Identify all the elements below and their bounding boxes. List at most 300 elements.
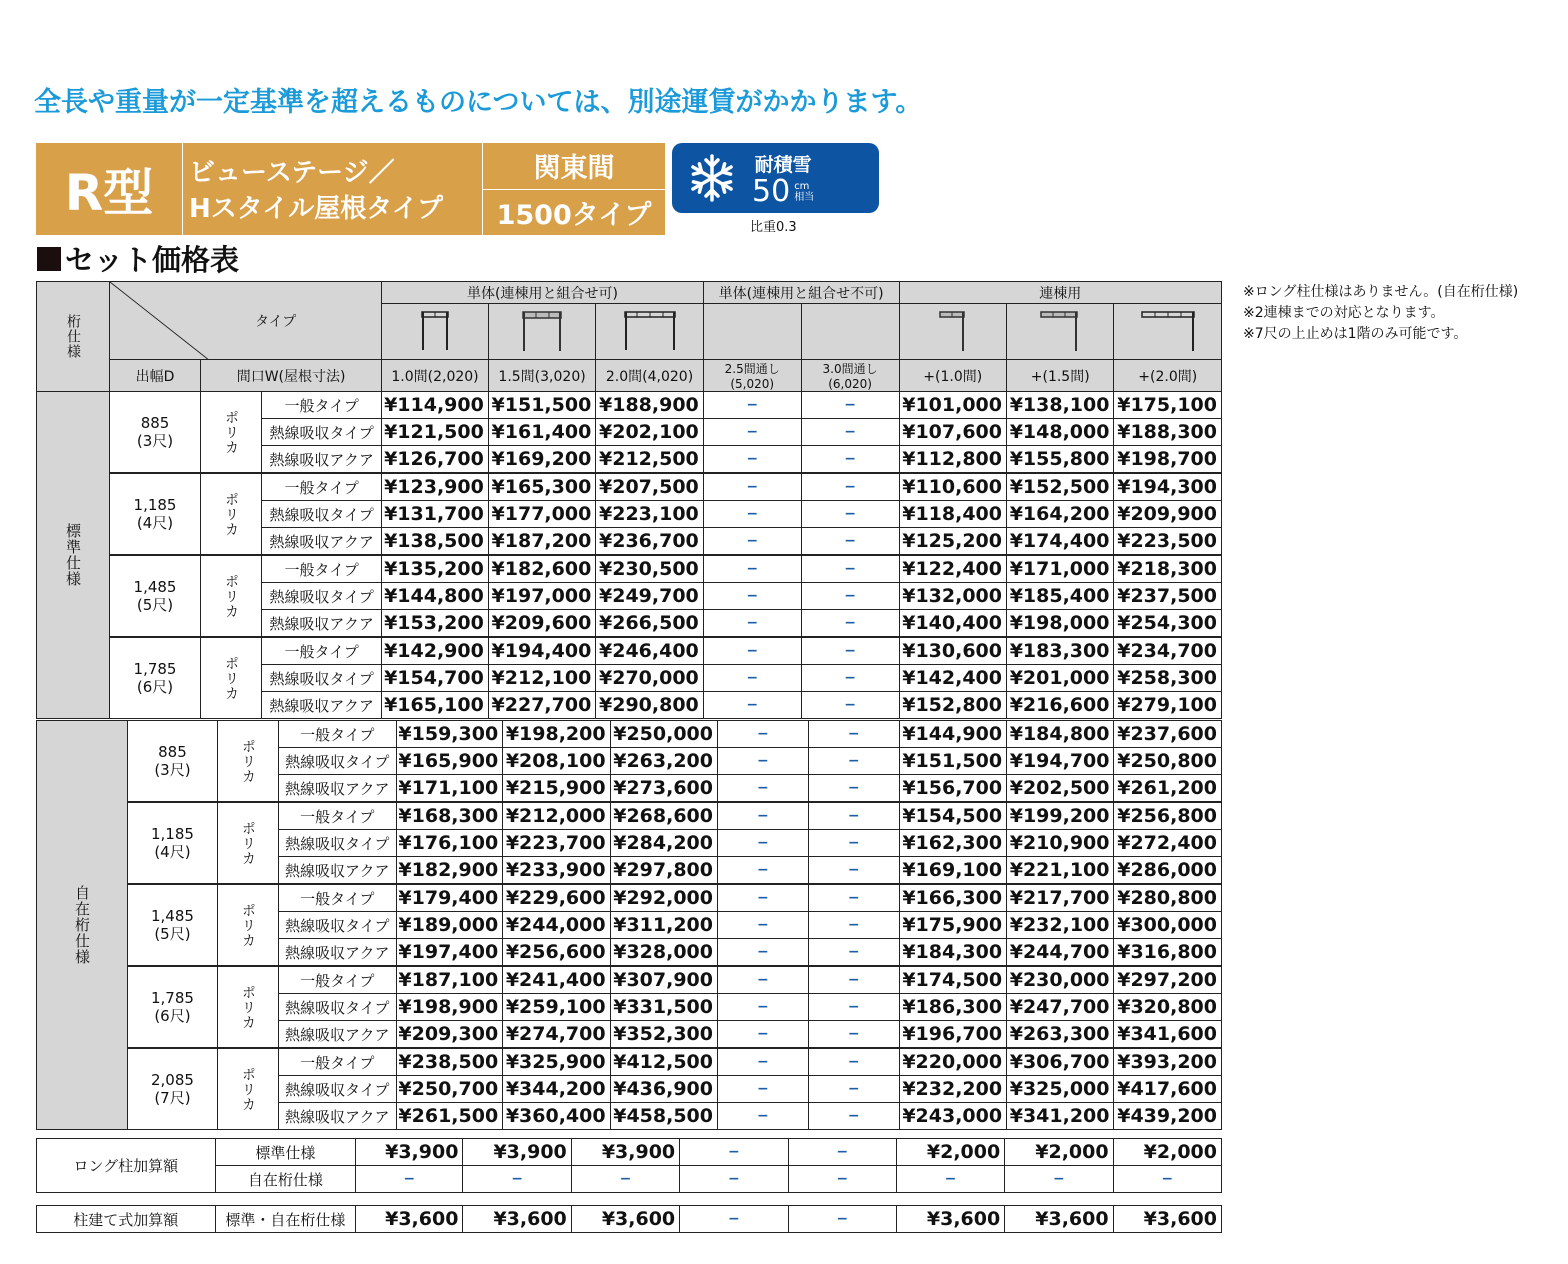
price-cell: − [801,419,899,446]
price-cell: ¥229,600 [503,884,610,912]
price-cell: ¥230,500 [596,555,703,583]
kind-cell: 一般タイプ [278,966,396,994]
price-cell: ¥174,500 [899,966,1006,994]
frame-1.5-icon [488,304,595,360]
price-cell: ¥118,400 [899,501,1006,528]
price-cell: ¥393,200 [1114,1048,1222,1076]
price-cell: ¥243,000 [899,1103,1006,1130]
kind-cell: 一般タイプ [262,392,382,419]
price-cell: ¥209,900 [1114,501,1222,528]
width-header: 間口W(屋根寸法) [201,360,382,392]
price-cell: − [703,610,801,638]
price-cell: − [801,555,899,583]
price-cell: ¥3,600 [1113,1206,1221,1233]
group-header-combinable: 単体(連棟用と組合せ可) [382,282,704,304]
price-cell: ¥125,200 [899,528,1006,556]
price-cell: ¥307,900 [610,966,717,994]
price-cell: ¥3,600 [571,1206,679,1233]
kind-cell: 熱線吸収タイプ [262,665,382,692]
table-row [37,392,1222,419]
price-cell: ¥263,200 [610,748,717,775]
kind-cell: 熱線吸収タイプ [278,748,396,775]
price-cell: ¥110,600 [899,473,1006,501]
price-cell: − [680,1206,788,1233]
price-cell: ¥412,500 [610,1048,717,1076]
price-cell: ¥256,600 [503,939,610,967]
material-cell: ポリカ [217,721,278,803]
price-cell: ¥184,300 [899,939,1006,967]
kind-cell: 一般タイプ [278,802,396,830]
linked-frame-2.0-icon [1114,304,1222,360]
price-cell: − [703,637,801,665]
price-cell: ¥162,300 [899,830,1006,857]
price-cell: ¥297,800 [610,857,717,885]
kind-cell: 一般タイプ [278,721,396,748]
price-cell: ¥290,800 [596,692,703,719]
price-cell: ¥3,900 [356,1139,463,1166]
price-cell: ¥140,400 [899,610,1006,638]
price-cell: − [703,692,801,719]
price-cell: − [717,912,808,939]
empty-icon-cell [703,304,801,360]
price-cell: ¥3,600 [1005,1206,1113,1233]
material-cell: ポリカ [217,802,278,884]
price-cell: ¥138,500 [382,528,489,556]
price-cell: ¥130,600 [899,637,1006,665]
price-cell: ¥194,400 [488,637,595,665]
price-cell: ¥185,400 [1006,583,1113,610]
price-cell: ¥188,300 [1114,419,1222,446]
price-cell: ¥210,900 [1007,830,1114,857]
kind-cell: 一般タイプ [278,884,396,912]
depth-header: 出幅D [110,360,201,392]
price-cell: − [801,501,899,528]
price-cell: ¥250,000 [610,721,717,748]
product-name [182,143,482,235]
price-cell: ¥197,400 [396,939,503,967]
kind-cell: 熱線吸収タイプ [262,583,382,610]
product-region [482,143,665,235]
price-cell: ¥279,100 [1114,692,1222,719]
price-cell: ¥341,200 [1007,1103,1114,1130]
col-header: 2.5間通し(5,020) [703,360,801,392]
snow-title: 耐積雪 [754,153,812,176]
price-cell: ¥171,000 [1006,555,1113,583]
price-cell: ¥152,500 [1006,473,1113,501]
kind-cell: 熱線吸収アクア [278,775,396,803]
price-cell: ¥3,900 [463,1139,571,1166]
kind-cell: 熱線吸収タイプ [278,994,396,1021]
price-cell: ¥325,900 [503,1048,610,1076]
price-cell: ¥216,600 [1006,692,1113,719]
price-cell: ¥197,000 [488,583,595,610]
table-row [37,637,1222,665]
price-cell: ¥176,100 [396,830,503,857]
price-cell: ¥155,800 [1006,446,1113,474]
price-cell: ¥144,900 [899,721,1006,748]
long-post-spec: 標準仕様 [215,1139,355,1166]
material-cell: ポリカ [201,392,262,474]
price-cell: ¥153,200 [382,610,489,638]
kind-cell: 熱線吸収アクア [262,446,382,474]
price-cell: ¥261,500 [396,1103,503,1130]
price-cell: − [717,966,808,994]
kind-cell: 熱線吸収タイプ [262,419,382,446]
group-header-not-combinable: 単体(連棟用と組合せ不可) [703,282,899,304]
price-cell: − [703,446,801,474]
price-cell: ¥182,900 [396,857,503,885]
shipping-notice: 全長や重量が一定基準を超えるものについては、別途運賃がかかります。 [34,87,923,118]
depth-cell: 885 (3尺) [110,392,201,474]
price-cell: − [717,884,808,912]
price-cell: ¥112,800 [899,446,1006,474]
price-cell: − [801,446,899,474]
price-cell: − [703,555,801,583]
price-cell: ¥212,000 [503,802,610,830]
price-cell: ¥196,700 [899,1021,1006,1049]
price-cell: ¥292,000 [610,884,717,912]
price-cell: ¥227,700 [488,692,595,719]
price-cell: − [717,1076,808,1103]
depth-cell: 1,485 (5尺) [110,555,201,637]
price-cell: − [717,721,808,748]
price-cell: ¥300,000 [1114,912,1222,939]
long-post-table [36,1138,1222,1193]
price-cell: − [788,1206,896,1233]
material-cell: ポリカ [201,473,262,555]
price-cell: − [808,802,899,830]
table-row [37,966,1222,994]
price-cell: ¥218,300 [1114,555,1222,583]
material-cell: ポリカ [201,637,262,719]
notes [1243,282,1518,345]
price-cell: ¥261,200 [1114,775,1222,803]
price-cell: ¥232,100 [1007,912,1114,939]
kind-cell: 熱線吸収アクア [262,692,382,719]
price-cell: ¥161,400 [488,419,595,446]
price-cell: ¥266,500 [596,610,703,638]
price-cell: − [680,1139,788,1166]
price-cell: − [703,392,801,419]
price-cell: ¥132,000 [899,583,1006,610]
note-1: ※ロング柱仕様はありません。(自在桁仕様) [1243,284,1519,300]
price-cell: − [703,473,801,501]
region-label: 関東間 [483,143,665,190]
price-cell: − [801,392,899,419]
price-cell: − [808,884,899,912]
price-cell: ¥273,600 [610,775,717,803]
price-cell: − [801,692,899,719]
price-cell: ¥217,700 [1007,884,1114,912]
price-cell: ¥2,000 [896,1139,1004,1166]
depth-cell: 1,485 (5尺) [128,884,218,966]
price-cell: − [808,1021,899,1049]
price-cell: ¥142,400 [899,665,1006,692]
price-cell: ¥241,400 [503,966,610,994]
col-header: 2.0間(4,020) [596,360,703,392]
product-name-line1: ビューステージ／ [189,158,395,188]
price-cell: ¥179,400 [396,884,503,912]
price-cell: − [717,748,808,775]
spec-cell: 自在桁仕様 [37,721,128,1130]
price-cell: − [808,748,899,775]
price-cell: ¥186,300 [899,994,1006,1021]
price-cell: ¥234,700 [1114,637,1222,665]
table-row [37,1048,1222,1076]
price-cell: − [801,473,899,501]
price-cell: − [788,1139,896,1166]
price-cell: ¥187,200 [488,528,595,556]
price-cell: ¥175,900 [899,912,1006,939]
price-cell: ¥194,300 [1114,473,1222,501]
price-cell: ¥223,100 [596,501,703,528]
long-post-spec: 自在桁仕様 [215,1166,355,1193]
price-cell: ¥131,700 [382,501,489,528]
price-cell: − [703,419,801,446]
kind-cell: 熱線吸収タイプ [278,830,396,857]
price-cell: ¥169,200 [488,446,595,474]
price-cell: ¥151,500 [899,748,1006,775]
price-cell: ¥258,300 [1114,665,1222,692]
price-cell: ¥142,900 [382,637,489,665]
price-cell: ¥306,700 [1007,1048,1114,1076]
kind-cell: 熱線吸収アクア [278,1103,396,1130]
frame-2.0-icon [596,304,703,360]
price-cell: ¥250,700 [396,1076,503,1103]
price-cell: − [801,583,899,610]
col-header: 1.5間(3,020) [488,360,595,392]
price-cell: ¥272,400 [1114,830,1222,857]
price-cell: ¥223,500 [1114,528,1222,556]
type-header: タイプ [110,282,382,360]
price-cell: − [808,1103,899,1130]
price-cell: ¥189,000 [396,912,503,939]
price-cell: − [788,1166,896,1193]
price-cell: ¥198,000 [1006,610,1113,638]
post-standing-label: 柱建て式加算額 [37,1206,216,1233]
price-cell: − [808,830,899,857]
price-cell: ¥249,700 [596,583,703,610]
price-cell: ¥220,000 [899,1048,1006,1076]
section-title [37,238,239,279]
spec-header: 桁仕様 [37,282,110,392]
price-cell: − [801,528,899,556]
price-cell: − [717,1048,808,1076]
price-cell: ¥311,200 [610,912,717,939]
col-header: +(1.5間) [1006,360,1113,392]
price-cell: ¥183,300 [1006,637,1113,665]
price-cell: ¥237,600 [1114,721,1222,748]
price-cell: − [680,1166,788,1193]
price-cell: ¥341,600 [1114,1021,1222,1049]
empty-icon-cell [801,304,899,360]
depth-cell: 1,185 (4尺) [128,802,218,884]
kind-cell: 一般タイプ [278,1048,396,1076]
price-cell: − [703,528,801,556]
price-cell: ¥121,500 [382,419,489,446]
price-cell: − [801,610,899,638]
price-cell: ¥135,200 [382,555,489,583]
price-cell: − [801,665,899,692]
snow-unit-equiv: 相当 [794,191,815,203]
kind-cell: 熱線吸収タイプ [262,501,382,528]
price-cell: ¥259,100 [503,994,610,1021]
price-cell: ¥164,200 [1006,501,1113,528]
price-cell: ¥238,500 [396,1048,503,1076]
post-standing-spec: 標準・自在桁仕様 [215,1206,355,1233]
kind-cell: 一般タイプ [262,555,382,583]
price-cell: ¥154,500 [899,802,1006,830]
price-cell: − [717,939,808,967]
price-cell: ¥209,600 [488,610,595,638]
price-cell: ¥154,700 [382,665,489,692]
price-cell: − [717,1021,808,1049]
price-cell: ¥101,000 [899,392,1006,419]
price-cell: ¥436,900 [610,1076,717,1103]
price-cell: − [808,1076,899,1103]
long-post-label: ロング柱加算額 [37,1139,216,1193]
price-cell: − [703,583,801,610]
price-cell: ¥2,000 [1113,1139,1221,1166]
price-cell: − [703,665,801,692]
price-cell: ¥198,200 [503,721,610,748]
price-cell: ¥212,500 [596,446,703,474]
price-cell: ¥2,000 [1005,1139,1113,1166]
square-bullet-icon [37,247,61,271]
price-cell: ¥325,000 [1007,1076,1114,1103]
price-cell: ¥320,800 [1114,994,1222,1021]
price-cell: ¥221,100 [1007,857,1114,885]
price-cell: ¥182,600 [488,555,595,583]
price-cell: ¥188,900 [596,392,703,419]
price-cell: ¥177,000 [488,501,595,528]
material-cell: ポリカ [217,884,278,966]
price-cell: ¥199,200 [1007,802,1114,830]
price-cell: ¥236,700 [596,528,703,556]
kind-cell: 熱線吸収タイプ [278,1076,396,1103]
price-cell: − [808,994,899,1021]
price-cell: ¥3,600 [896,1206,1004,1233]
price-cell: ¥184,800 [1007,721,1114,748]
price-cell: − [1005,1166,1113,1193]
depth-cell: 1,785 (6尺) [110,637,201,719]
price-cell: ¥250,800 [1114,748,1222,775]
price-cell: − [356,1166,463,1193]
price-cell: ¥3,900 [571,1139,679,1166]
price-cell: − [808,939,899,967]
price-cell: − [808,775,899,803]
price-cell: − [717,775,808,803]
col-header: 3.0間通し(6,020) [801,360,899,392]
depth-cell: 885 (3尺) [128,721,218,803]
kind-cell: 一般タイプ [262,473,382,501]
price-cell: ¥3,600 [463,1206,571,1233]
price-cell: ¥209,300 [396,1021,503,1049]
col-header: 1.0間(2,020) [382,360,489,392]
frame-1.0-icon [382,304,489,360]
product-type: R型 [36,143,182,235]
material-cell: ポリカ [201,555,262,637]
col-header: +(2.0間) [1114,360,1222,392]
price-cell: ¥194,700 [1007,748,1114,775]
price-cell: − [717,802,808,830]
price-cell: ¥256,800 [1114,802,1222,830]
spec-cell: 標準仕様 [37,392,110,719]
price-cell: − [808,721,899,748]
price-cell: ¥198,900 [396,994,503,1021]
table-row [37,721,1222,748]
price-cell: ¥247,700 [1007,994,1114,1021]
price-cell: − [896,1166,1004,1193]
price-cell: ¥352,300 [610,1021,717,1049]
price-cell: ¥215,900 [503,775,610,803]
price-cell: ¥152,800 [899,692,1006,719]
price-cell: ¥246,400 [596,637,703,665]
price-cell: ¥126,700 [382,446,489,474]
table-row [37,555,1222,583]
price-cell: ¥230,000 [1007,966,1114,994]
price-cell: ¥417,600 [1114,1076,1222,1103]
price-cell: − [808,912,899,939]
price-cell: ¥270,000 [596,665,703,692]
price-cell: ¥202,500 [1007,775,1114,803]
price-cell: ¥122,400 [899,555,1006,583]
price-cell: ¥123,900 [382,473,489,501]
price-cell: ¥233,900 [503,857,610,885]
snow-load-badge [672,143,879,213]
price-cell: ¥331,500 [610,994,717,1021]
price-cell: − [801,637,899,665]
price-cell: ¥244,700 [1007,939,1114,967]
size-label: 1500タイプ [496,199,652,231]
price-cell: ¥202,100 [596,419,703,446]
price-cell: ¥274,700 [503,1021,610,1049]
price-cell: ¥166,300 [899,884,1006,912]
price-cell: − [463,1166,571,1193]
price-cell: ¥201,000 [1006,665,1113,692]
price-cell: ¥169,100 [899,857,1006,885]
price-cell: ¥174,400 [1006,528,1113,556]
depth-cell: 2,085 (7尺) [128,1048,218,1130]
price-cell: − [571,1166,679,1193]
price-cell: ¥316,800 [1114,939,1222,967]
price-cell: ¥263,300 [1007,1021,1114,1049]
snow-gravity: 比重0.3 [750,220,797,235]
price-cell: ¥159,300 [396,721,503,748]
kind-cell: 熱線吸収アクア [262,610,382,638]
price-cell: ¥187,100 [396,966,503,994]
price-cell: ¥237,500 [1114,583,1222,610]
price-cell: − [717,857,808,885]
price-cell: ¥284,200 [610,830,717,857]
note-3: ※7尺の上止めは1階のみ可能です。 [1243,326,1468,342]
depth-cell: 1,185 (4尺) [110,473,201,555]
price-cell: ¥254,300 [1114,610,1222,638]
depth-cell: 1,785 (6尺) [128,966,218,1048]
price-table-free-beam [36,720,1222,1130]
price-cell: − [1113,1166,1221,1193]
price-cell: ¥286,000 [1114,857,1222,885]
price-cell: ¥138,100 [1006,392,1113,419]
linked-frame-1.5-icon [1006,304,1113,360]
product-name-line2: Hスタイル屋根タイプ [189,194,443,224]
price-cell: − [717,830,808,857]
price-cell: − [808,966,899,994]
kind-cell: 一般タイプ [262,637,382,665]
table-row [37,802,1222,830]
price-cell: − [808,857,899,885]
price-cell: ¥458,500 [610,1103,717,1130]
